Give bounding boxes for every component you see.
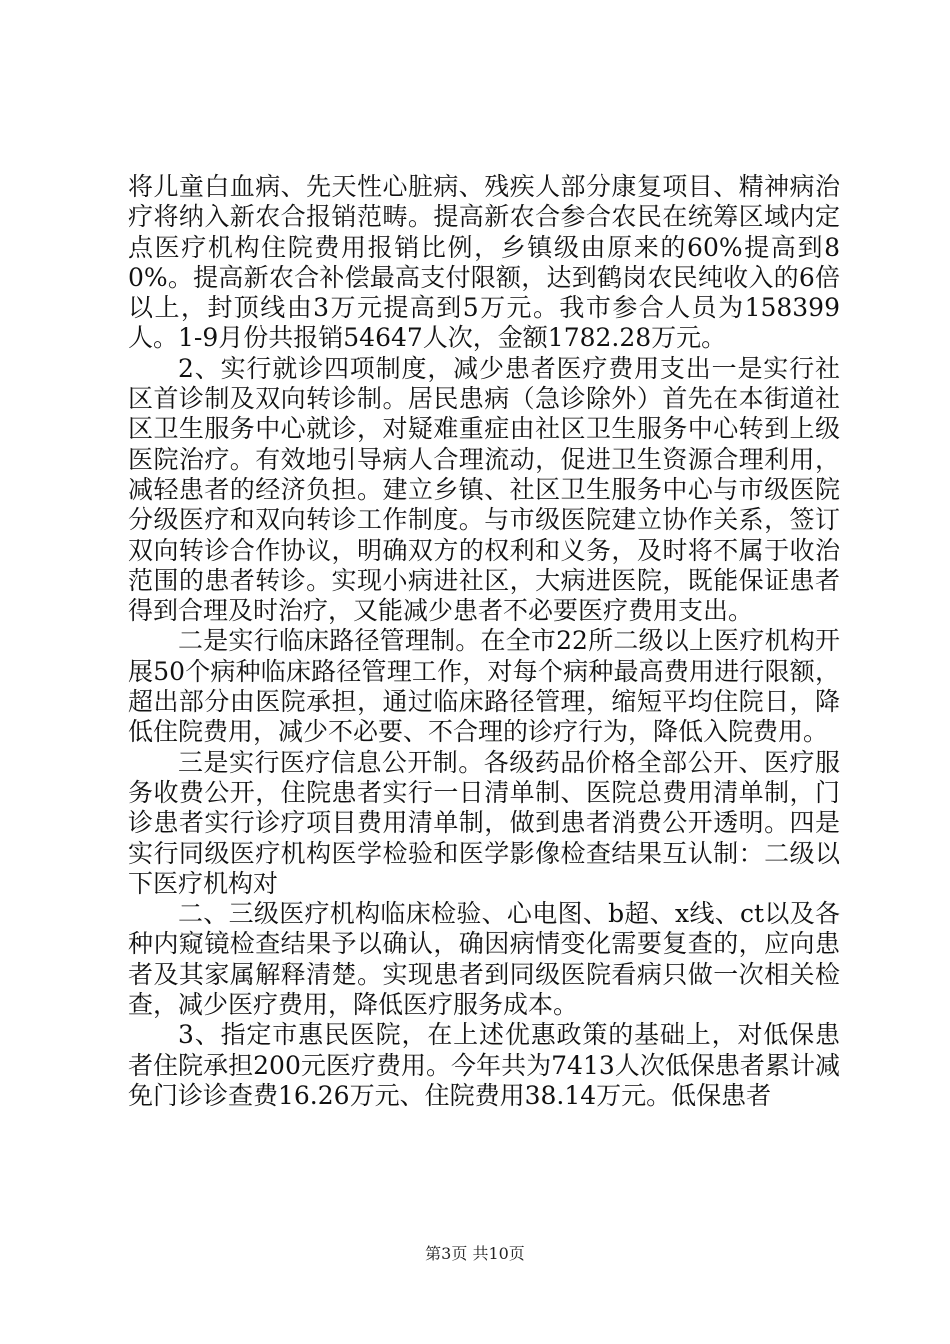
document-body	[128, 172, 840, 1111]
paragraph-5: 二、三级医疗机构临床检验、心电图、b超、x线、ct以及各种内窥镜检查结果予以确认，确因病情变化需要复查的，应向患者及其家属解释清楚。实现患者到同级医院看病只做一次相关检查，减少医疗费用，降低医疗服务成本。	[128, 899, 840, 1020]
paragraph-2: 2、实行就诊四项制度，减少患者医疗费用支出一是实行社区首诊制及双向转诊制。居民患病（急诊除外）首先在本街道社区卫生服务中心就诊，对疑难重症由社区卫生服务中心转到上级医院治疗。有效地引导病人合理流动，促进卫生资源合理利用，减轻患者的经济负担。建立乡镇、社区卫生服务中心与市级医院分级医疗和双向转诊工作制度。与市级医院建立协作关系，签订双向转诊合作协议，明确双方的权利和义务，及时将不属于收治范围的患者转诊。实现小病进社区，大病进医院，既能保证患者得到合理及时治疗，又能减少患者不必要医疗费用支出。	[128, 353, 840, 626]
page-number-footer: 第3页 共10页	[425, 1244, 525, 1263]
paragraph-4: 三是实行医疗信息公开制。各级药品价格全部公开、医疗服务收费公开，住院患者实行一日清单制、医院总费用清单制，门诊患者实行诊疗项目费用清单制，做到患者消费公开透明。四是实行同级医疗机构医学检验和医学影像检查结果互认制：二级以下医疗机构对	[128, 747, 840, 898]
paragraph-6: 3、指定市惠民医院，在上述优惠政策的基础上，对低保患者住院承担200元医疗费用。今年共为7413人次低保患者累计减免门诊诊查费16.26万元、住院费用38.14万元。低保患者	[128, 1020, 840, 1110]
paragraph-1: 将儿童白血病、先天性心脏病、残疾人部分康复项目、精神病治疗将纳入新农合报销范畴。提高新农合参合农民在统筹区域内定点医疗机构住院费用报销比例，乡镇级由原来的60%提高到80%。提高新农合补偿最高支付限额，达到鹤岗农民纯收入的6倍以上，封顶线由3万元提高到5万元。我市参合人员为158399人。1-9月份共报销54647人次，金额1782.28万元。	[128, 172, 840, 353]
paragraph-3: 二是实行临床路径管理制。在全市22所二级以上医疗机构开展50个病种临床路径管理工作，对每个病种最高费用进行限额，超出部分由医院承担，通过临床路径管理，缩短平均住院日，降低住院费用，减少不必要、不合理的诊疗行为，降低入院费用。	[128, 626, 840, 747]
